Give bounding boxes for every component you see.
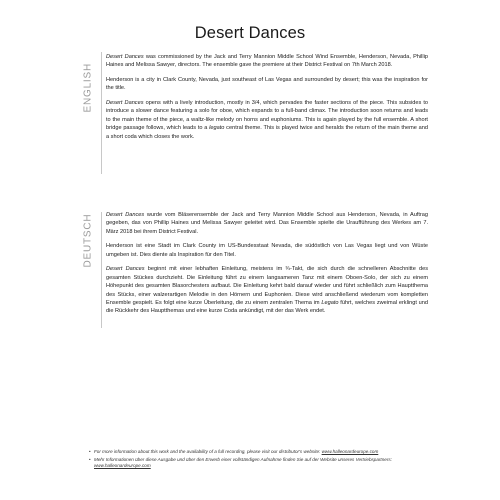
footnotes	[88, 449, 428, 470]
footnote-text: For more information about this work and the availability of a full recording, please visit our distributor's website:	[94, 449, 322, 454]
paragraph-text: wurde vom Bläserensemble der Jack and Terry Mannion Middle School aus Henderson, Nevada, in Auftrag gegeben, das von Phillip Haines und Melissa Sawyer geleitet wird. Das Ensemble spielte die Uraufführung des Werkes am 7. März 2018 bei ihrem District Festival.	[106, 212, 428, 235]
section-divider-deutsch	[101, 212, 102, 328]
deutsch-paragraph-1	[106, 211, 428, 236]
page-title: Desert Dances	[194, 24, 306, 42]
english-section	[106, 53, 428, 147]
work-title-italic: Desert Dances	[106, 266, 145, 273]
footnote-text: Mehr Informationen über diese Ausgabe und über den Erwerb einer vollständigen Aufnahme finden Sie auf der Website unseres Vertriebspartners:	[94, 456, 392, 462]
english-paragraph-3	[106, 99, 428, 141]
work-title-italic: Desert Dances	[106, 212, 145, 218]
work-title-italic: Desert Dances	[106, 54, 144, 60]
term-italic: Legato	[321, 300, 339, 307]
section-label-deutsch: DEUTSCH	[82, 213, 94, 268]
deutsch-paragraph-3	[106, 265, 428, 315]
distributor-link[interactable]: www.halleonardeurope.com	[321, 449, 379, 454]
paragraph-text: opens with a lively introduction, mostly in 3/4, which pervades the faster sections of the piece. This subsides to introduce a slower dance featuring a solo for oboe, which expands to a full-band climax. The introduction soon returns and leads to the main theme of the piece, a waltz-like melody on horns and euphoniums. This is again played by the full ensemble. A short bridge passage follows, which leads to a	[106, 100, 428, 132]
footnote-english	[94, 449, 428, 455]
paragraph-text: führt, welches zweimal erklingt und die Rückkehr des Hauptthemas und eine kurze Coda ankündigt, mit der das Werk endet.	[106, 300, 428, 315]
deutsch-section	[106, 211, 428, 322]
work-title-italic: Desert Dances	[106, 100, 144, 106]
term-italic: legato	[209, 125, 225, 132]
footnote-deutsch	[94, 457, 428, 469]
section-divider-english	[101, 52, 102, 174]
deutsch-paragraph-2: Henderson ist eine Stadt im Clark County im US-Bundesstaat Nevada, die südöstlich von Las Vegas liegt und von Wüste umgeben ist. Dies diente als Inspiration für den Titel.	[106, 243, 428, 258]
paragraph-text: beginnt mit einer lebhaften Einleitung, meistens im ¾-Takt, die sich durch die schnelleren Abschnitte des gesamten Stückes durchzieht. Die Einleitung führt zu einem langsameren Tanz mit einem Oboen-Solo, der sich zu einem Höhepunkt des gesamten Blasorchesters aufbaut. Die Einleitung kehrt bald darauf wieder und führt schließlich zum Hauptthema des Stücks, einer walzerartigen Melodie in den Hörnern und Euphonien. Diese wird anschließend wiederum vom kompletten Ensemble gespielt. Es folgt eine kurze Überleitung, die zu einem zentralen Thema im	[106, 266, 428, 307]
english-paragraph-1	[106, 53, 428, 70]
english-paragraph-2: Henderson is a city in Clark County, Nevada, just southeast of Las Vegas and surrounded by desert; this was the inspiration for the title.	[106, 77, 428, 92]
paragraph-text: central theme. This is played twice and heralds the return of the main theme and a short coda which closes the work.	[106, 125, 428, 140]
distributor-link[interactable]: www.halleonardeurope.com	[94, 462, 151, 468]
paragraph-text: was commissioned by the Jack and Terry Mannion Middle School Wind Ensemble, Henderson, Nevada, Phillip Haines and Melissa Sawyer, directors. The ensemble gave the premiere at their District Festival on 7th March 2018.	[106, 54, 428, 69]
section-label-english: ENGLISH	[82, 62, 94, 113]
